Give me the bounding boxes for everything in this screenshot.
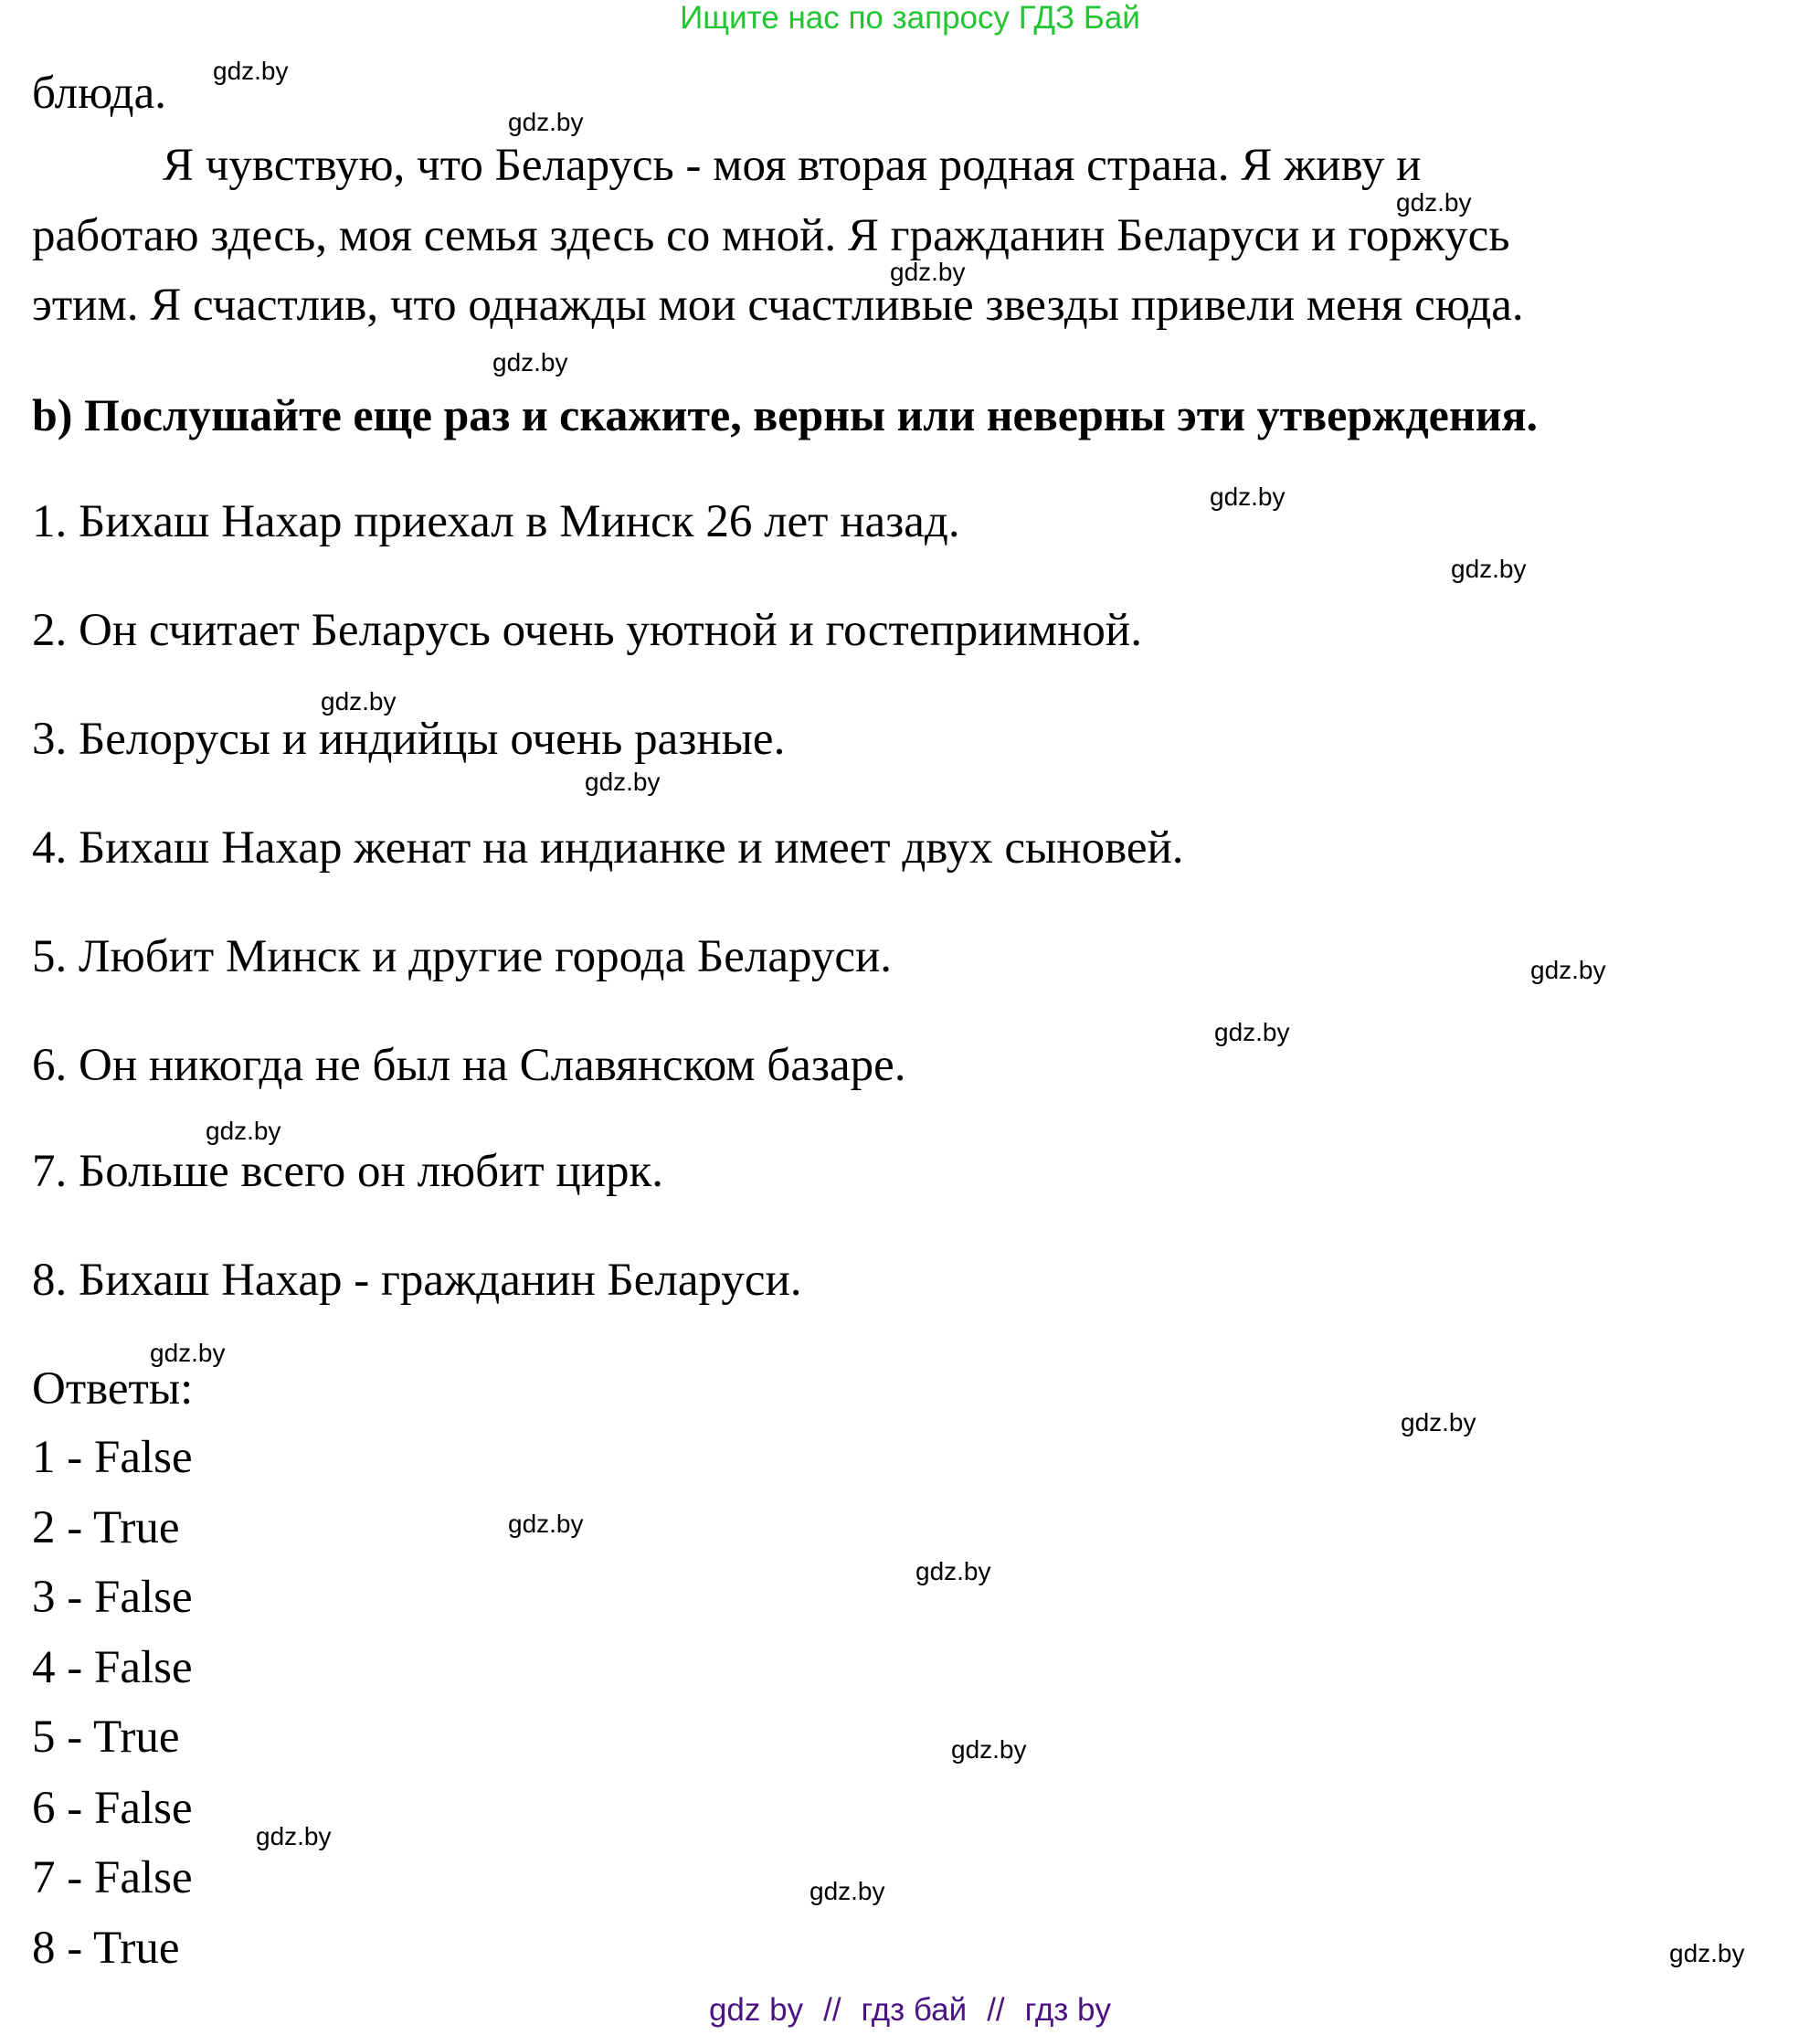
answer-item: 3 - False: [32, 1572, 193, 1623]
watermark: gdz.by: [1669, 1939, 1745, 1967]
watermark: gdz.by: [256, 1822, 332, 1850]
answer-item: 1 - False: [32, 1432, 193, 1483]
watermark: gdz.by: [508, 1510, 584, 1538]
statement-item: 3. Белорусы и индийцы очень разные.: [32, 714, 786, 765]
answers-title: Ответы:: [32, 1363, 194, 1415]
answer-item: 4 - False: [32, 1642, 193, 1693]
watermark: gdz.by: [951, 1735, 1027, 1764]
statement-item: 5. Любит Минск и другие города Беларуси.: [32, 931, 893, 982]
watermark: gdz.by: [206, 1117, 281, 1145]
footer-link-gdz-by[interactable]: gdz by: [708, 1992, 804, 2028]
statement-item: 1. Бихаш Нахар приехал в Минск 26 лет назад.: [32, 496, 960, 547]
watermark: gdz.by: [1401, 1408, 1476, 1436]
footer-link-gdz-bai[interactable]: гдз бай: [861, 1992, 968, 2028]
watermark: gdz.by: [492, 348, 568, 376]
task-heading: b) Послушайте еще раз и скажите, верны или неверны эти утверждения.: [32, 389, 1539, 440]
paragraph-line: блюда.: [32, 68, 166, 119]
statement-item: 6. Он никогда не был на Славянском базаре.: [32, 1040, 906, 1091]
statement-item: 8. Бихаш Нахар - гражданин Беларуси.: [32, 1255, 802, 1306]
watermark: gdz.by: [1210, 482, 1286, 511]
paragraph-line: работаю здесь, моя семья здесь со мной. Я гражданин Беларуси и горжусь: [32, 210, 1510, 261]
paragraph-line: этим. Я счастлив, что однажды мои счастливые звезды привели меня сюда.: [32, 280, 1524, 331]
answer-item: 5 - True: [32, 1712, 180, 1763]
watermark: gdz.by: [150, 1339, 226, 1367]
footer-separator: //: [987, 1992, 1005, 2028]
watermark: gdz.by: [1451, 555, 1527, 583]
statement-item: 4. Бихаш Нахар женат на индианке и имеет двух сыновей.: [32, 822, 1184, 874]
watermark: gdz.by: [213, 57, 289, 85]
footer-link-gdz-by-cyr[interactable]: гдз by: [1024, 1992, 1112, 2028]
answer-item: 7 - False: [32, 1852, 193, 1903]
watermark: gdz.by: [890, 258, 966, 286]
answer-item: 2 - True: [32, 1502, 180, 1553]
paragraph-line: Я чувствую, что Беларусь - моя вторая родная страна. Я живу и: [163, 140, 1422, 191]
watermark: gdz.by: [1530, 956, 1606, 984]
answer-item: 8 - True: [32, 1923, 180, 1974]
statement-item: 2. Он считает Беларусь очень уютной и гостеприимной.: [32, 605, 1142, 656]
site-footer: [0, 1992, 1820, 2029]
watermark: gdz.by: [1214, 1018, 1290, 1046]
watermark: gdz.by: [508, 108, 584, 136]
watermark: gdz.by: [809, 1877, 885, 1905]
watermark: gdz.by: [585, 768, 661, 796]
footer-separator: //: [823, 1992, 841, 2028]
search-promo-header: Ищите нас по запросу ГДЗ Бай: [680, 0, 1140, 36]
watermark: gdz.by: [915, 1557, 991, 1585]
statement-item: 7. Больше всего он любит цирк.: [32, 1146, 664, 1197]
watermark: gdz.by: [321, 687, 397, 715]
watermark: gdz.by: [1396, 188, 1472, 217]
answer-item: 6 - False: [32, 1783, 193, 1834]
